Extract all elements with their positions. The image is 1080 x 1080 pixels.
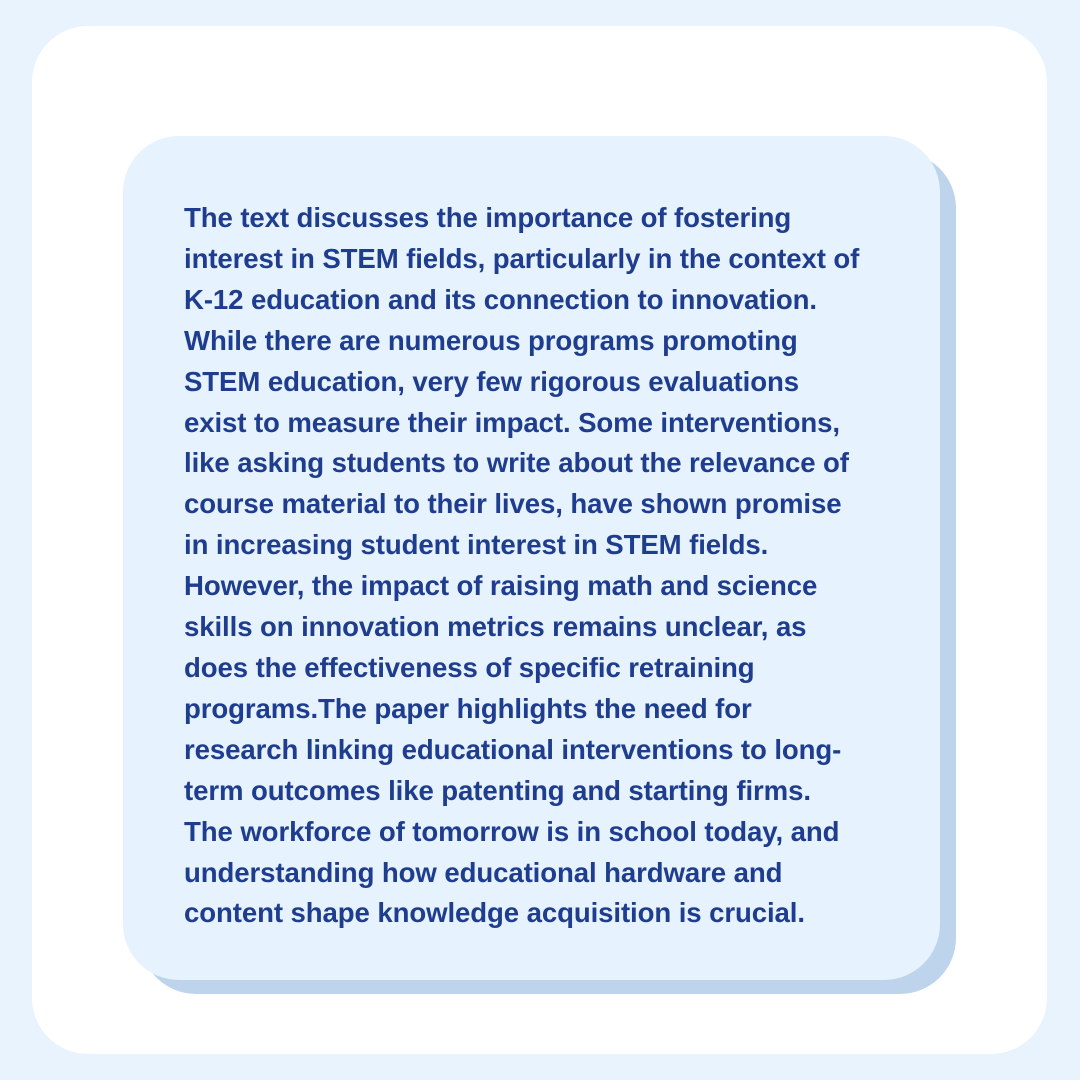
summary-line: does the effectiveness of specific retraining: [184, 651, 755, 683]
summary-line: However, the impact of raising math and science: [184, 570, 818, 602]
summary-line: in increasing student interest in STEM fields.: [184, 529, 769, 561]
summary-card: [123, 136, 940, 980]
summary-line: STEM education, very few rigorous evaluations: [184, 365, 799, 397]
summary-line: K-12 education and its connection to innovation.: [184, 283, 817, 315]
summary-line: interest in STEM fields, particularly in the context of: [184, 242, 860, 274]
summary-line: The text discusses the importance of fostering: [184, 202, 792, 233]
summary-text: [184, 198, 909, 934]
summary-line: course material to their lives, have shown promise: [184, 488, 842, 520]
summary-line: research linking educational interventions to long-: [184, 733, 842, 765]
summary-line: skills on innovation metrics remains unclear, as: [184, 611, 807, 643]
summary-line: exist to measure their impact. Some interventions,: [184, 406, 840, 438]
summary-line: like asking students to write about the relevance of: [184, 447, 849, 479]
summary-line: term outcomes like patenting and starting firms.: [184, 774, 811, 806]
summary-line: While there are numerous programs promoting: [184, 324, 798, 356]
summary-line: programs.The paper highlights the need for: [184, 692, 752, 724]
summary-line: The workforce of tomorrow is in school today, and: [184, 815, 840, 847]
summary-line: understanding how educational hardware and: [184, 856, 783, 888]
summary-line: content shape knowledge acquisition is crucial.: [184, 897, 805, 929]
